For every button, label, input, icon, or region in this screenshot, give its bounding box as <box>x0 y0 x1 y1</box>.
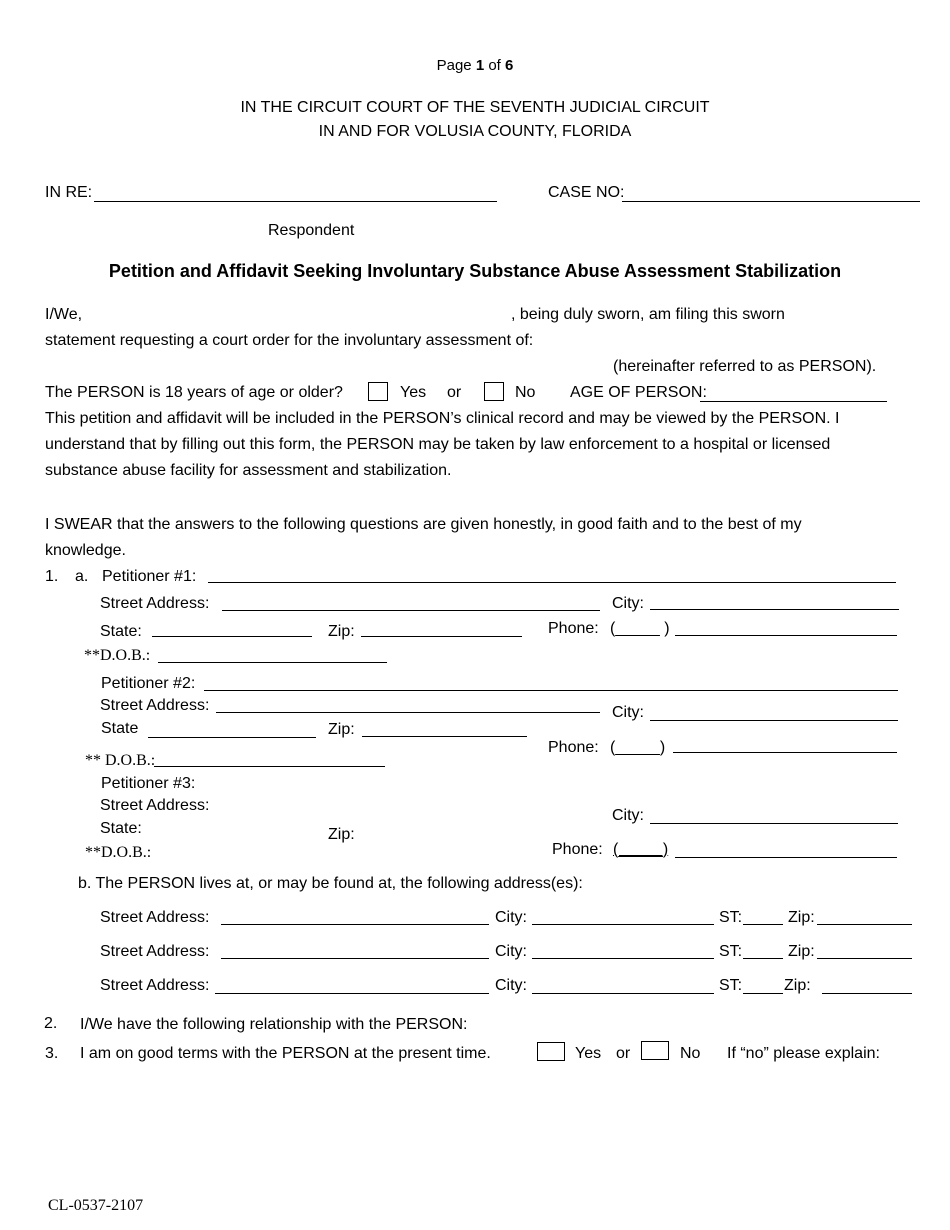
iwe-label: I/We, <box>45 306 83 323</box>
page-number <box>0 56 950 76</box>
p1-dob-label: **D.O.B.: <box>84 647 151 664</box>
petitioner-1-label: Petitioner #1: <box>102 568 197 585</box>
p2-state-field[interactable] <box>148 737 316 738</box>
addr-1-st-field[interactable] <box>743 924 783 925</box>
terms-or-label: or <box>616 1045 631 1062</box>
addr-2-city-label: City: <box>495 943 527 960</box>
p1-dob-field[interactable] <box>158 662 387 663</box>
addr-1-street-label: Street Address: <box>100 909 210 926</box>
addr-1-st-label: ST: <box>719 909 743 926</box>
respondent-label: Respondent <box>268 222 355 239</box>
page-prefix: Page <box>436 57 472 74</box>
addr-1-street-field[interactable] <box>221 924 489 925</box>
p1-zip-field[interactable] <box>361 636 522 637</box>
addr-1-city-field[interactable] <box>532 924 714 925</box>
addr-3-st-field[interactable] <box>743 993 783 994</box>
petitioner-3-label: Petitioner #3: <box>101 775 196 792</box>
addr-3-city-label: City: <box>495 977 527 994</box>
p2-zip-label: Zip: <box>328 721 355 738</box>
p2-phone-label: Phone: <box>548 739 599 756</box>
hereinafter-text: (hereinafter referred to as PERSON). <box>613 358 877 375</box>
addr-3-city-field[interactable] <box>532 993 714 994</box>
terms-yes-checkbox[interactable] <box>537 1042 565 1061</box>
addr-2-zip-field[interactable] <box>817 958 912 959</box>
section-3-number: 3. <box>45 1045 59 1062</box>
section-1a-label: a. <box>75 568 89 585</box>
sworn-text: , being duly sworn, am filing this sworn <box>511 306 785 323</box>
case-no-label: CASE NO: <box>548 184 625 201</box>
page-total: 6 <box>505 57 514 74</box>
addr-3-st-label: ST: <box>719 977 743 994</box>
p1-zip-label: Zip: <box>328 623 355 640</box>
addr-3-street-label: Street Address: <box>100 977 210 994</box>
section-2-number: 2. <box>44 1015 58 1032</box>
p3-street-label: Street Address: <box>100 797 210 814</box>
p1-phone-field[interactable] <box>675 635 897 636</box>
p3-city-label: City: <box>612 807 644 824</box>
court-line-1: IN THE CIRCUIT COURT OF THE SEVENTH JUDICIAL CIRCUIT <box>240 99 710 116</box>
p2-street-label: Street Address: <box>100 697 210 714</box>
page-of: of <box>488 57 501 74</box>
in-re-field[interactable] <box>94 201 497 202</box>
addr-1-city-label: City: <box>495 909 527 926</box>
terms-yes-label: Yes <box>575 1045 602 1062</box>
age-of-person-field[interactable] <box>700 401 887 402</box>
addr-2-st-field[interactable] <box>743 958 783 959</box>
p3-phone-area[interactable]: (_____) <box>613 841 669 858</box>
p2-dob-label: ** D.O.B.: <box>85 752 156 769</box>
addr-2-street-field[interactable] <box>221 958 489 959</box>
age-yes-label: Yes <box>400 384 427 401</box>
p1-city-field[interactable] <box>650 609 899 610</box>
p2-city-label: City: <box>612 704 644 721</box>
p1-state-field[interactable] <box>152 636 312 637</box>
p2-city-field[interactable] <box>650 720 898 721</box>
terms-explain-label: If “no” please explain: <box>727 1045 880 1062</box>
statement-text: statement requesting a court order for the involuntary assessment of: <box>45 332 534 349</box>
page-current: 1 <box>475 57 485 74</box>
terms-no-label: No <box>680 1045 701 1062</box>
section-1b-text: b. The PERSON lives at, or may be found at, the following address(es): <box>78 875 583 892</box>
age-no-checkbox[interactable] <box>484 382 504 401</box>
p1-street-field[interactable] <box>222 610 600 611</box>
addr-3-zip-label: Zip: <box>784 977 811 994</box>
addr-3-zip-field[interactable] <box>822 993 912 994</box>
petitioner-2-label: Petitioner #2: <box>101 675 196 692</box>
addr-2-st-label: ST: <box>719 943 743 960</box>
form-title: Petition and Affidavit Seeking Involuntary Substance Abuse Assessment Stabilization <box>108 261 842 281</box>
p1-city-label: City: <box>612 595 644 612</box>
p2-dob-field[interactable] <box>154 766 385 767</box>
case-no-field[interactable] <box>622 201 920 202</box>
p3-phone-label: Phone: <box>552 841 603 858</box>
form-code: CL-0537-2107 <box>48 1197 144 1214</box>
petitioner-1-field[interactable] <box>208 582 896 583</box>
court-line-2: IN AND FOR VOLUSIA COUNTY, FLORIDA <box>318 123 632 140</box>
petitioner-2-field[interactable] <box>204 690 898 691</box>
notice-paragraph: This petition and affidavit will be included in the PERSON’s clinical record and may be viewed by the PERSON. I understand that by filling out this form, the PERSON may be taken by law enforcement to a hospital or licensed substance abuse facility for assessment and stabilization. <box>45 410 840 479</box>
p1-phone-area[interactable]: (_____ ) <box>610 620 670 637</box>
addr-2-street-label: Street Address: <box>100 943 210 960</box>
age-yes-checkbox[interactable] <box>368 382 388 401</box>
p2-phone-area[interactable]: (_____) <box>610 739 666 756</box>
p1-state-label: State: <box>100 623 142 640</box>
p2-state-label: State <box>101 720 139 737</box>
addr-2-city-field[interactable] <box>532 958 714 959</box>
p3-city-field[interactable] <box>650 823 898 824</box>
p2-street-field[interactable] <box>216 712 600 713</box>
p3-phone-field[interactable] <box>675 857 897 858</box>
addr-2-zip-label: Zip: <box>788 943 815 960</box>
p1-street-label: Street Address: <box>100 595 210 612</box>
p3-dob-label: **D.O.B.: <box>85 844 152 861</box>
addr-1-zip-label: Zip: <box>788 909 815 926</box>
age-or-label: or <box>447 384 462 401</box>
age-of-person-label: AGE OF PERSON: <box>570 384 707 401</box>
addr-3-street-field[interactable] <box>215 993 489 994</box>
section-1-number: 1. <box>45 568 59 585</box>
swear-paragraph: I SWEAR that the answers to the following questions are given honestly, in good faith and to the best of my knowledge. <box>45 516 802 559</box>
p2-zip-field[interactable] <box>362 736 527 737</box>
addr-1-zip-field[interactable] <box>817 924 912 925</box>
p1-phone-label: Phone: <box>548 620 599 637</box>
terms-no-checkbox[interactable] <box>641 1041 669 1060</box>
p2-phone-field[interactable] <box>673 752 897 753</box>
p3-state-label: State: <box>100 820 142 837</box>
p3-zip-label: Zip: <box>328 826 355 843</box>
section-2-text: I/We have the following relationship with the PERSON: <box>80 1016 468 1033</box>
age-question: The PERSON is 18 years of age or older? <box>45 384 343 401</box>
age-no-label: No <box>515 384 536 401</box>
section-3-text: I am on good terms with the PERSON at the present time. <box>80 1045 491 1062</box>
in-re-label: IN RE: <box>45 184 93 201</box>
